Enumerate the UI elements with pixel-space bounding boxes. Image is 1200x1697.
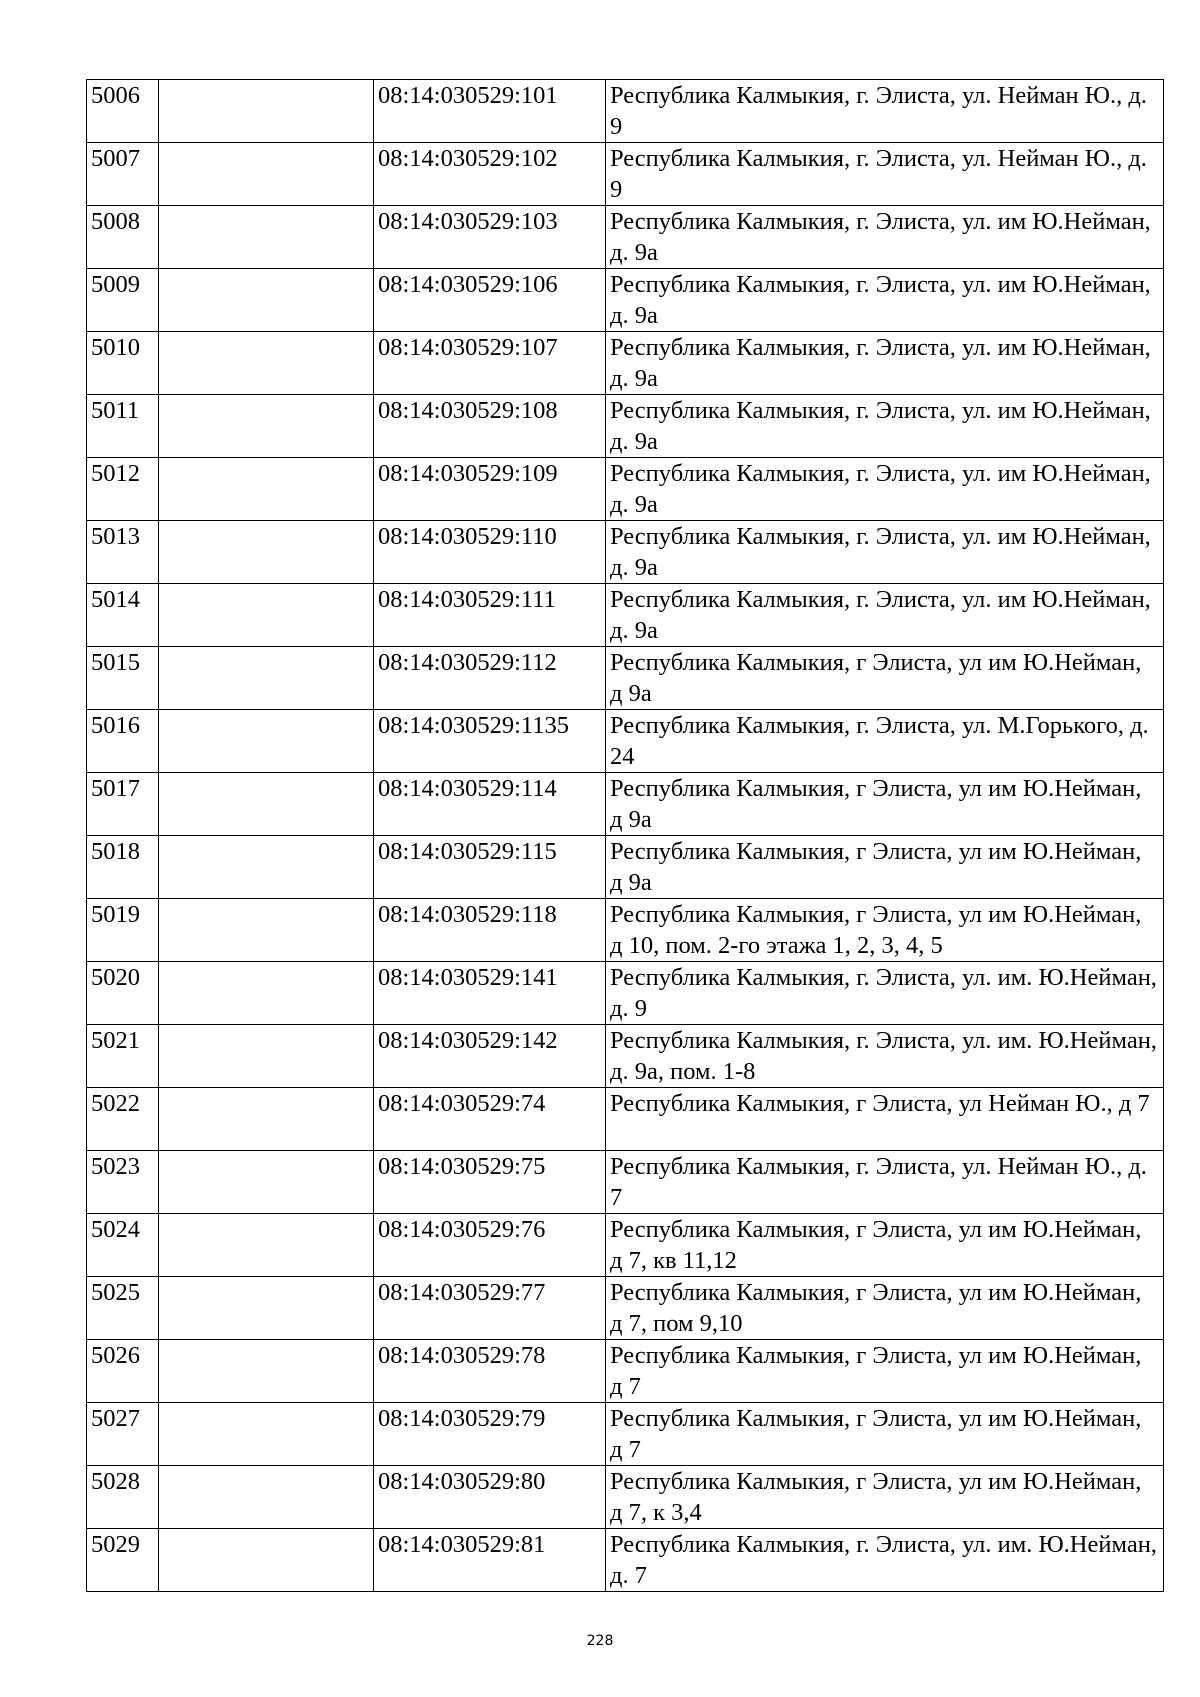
table-row <box>87 899 1164 962</box>
empty-cell <box>159 1465 374 1528</box>
table-row <box>87 1088 1164 1151</box>
address-cell: Республика Калмыкия, г. Элиста, ул. им. Ю.Нейман, д. 9 <box>606 962 1164 1025</box>
empty-cell <box>159 1025 374 1088</box>
address-cell: Республика Калмыкия, г. Элиста, ул. им. Ю.Нейман, д. 7 <box>606 1528 1164 1591</box>
table-row <box>87 269 1164 332</box>
cadastral-number-cell: 08:14:030529:107 <box>374 332 606 395</box>
cadastral-number-cell: 08:14:030529:81 <box>374 1528 606 1591</box>
table-row <box>87 332 1164 395</box>
cadastral-number-cell: 08:14:030529:103 <box>374 206 606 269</box>
row-number-cell: 5022 <box>87 1088 159 1151</box>
page-number: 228 <box>586 1633 614 1649</box>
address-cell: Республика Калмыкия, г Элиста, ул им Ю.Нейман, д 9а <box>606 836 1164 899</box>
address-cell: Республика Калмыкия, г. Элиста, ул. Нейман Ю., д. 9 <box>606 143 1164 206</box>
table-row <box>87 1339 1164 1402</box>
row-number-cell: 5027 <box>87 1402 159 1465</box>
address-cell: Республика Калмыкия, г. Элиста, ул. им. Ю.Нейман, д. 9а, пом. 1-8 <box>606 1025 1164 1088</box>
cadastral-number-cell: 08:14:030529:112 <box>374 647 606 710</box>
table-row <box>87 80 1164 143</box>
address-cell: Республика Калмыкия, г. Элиста, ул. М.Горького, д. 24 <box>606 710 1164 773</box>
cadastral-number-cell: 08:14:030529:106 <box>374 269 606 332</box>
address-cell: Республика Калмыкия, г Элиста, ул им Ю.Нейман, д 9а <box>606 773 1164 836</box>
empty-cell <box>159 962 374 1025</box>
cadastral-number-cell: 08:14:030529:74 <box>374 1088 606 1151</box>
cadastral-number-cell: 08:14:030529:142 <box>374 1025 606 1088</box>
address-cell: Республика Калмыкия, г. Элиста, ул. им Ю.Нейман, д. 9а <box>606 206 1164 269</box>
row-number-cell: 5024 <box>87 1213 159 1276</box>
address-cell: Республика Калмыкия, г. Элиста, ул. им Ю.Нейман, д. 9а <box>606 269 1164 332</box>
row-number-cell: 5010 <box>87 332 159 395</box>
row-number-cell: 5025 <box>87 1276 159 1339</box>
table-row <box>87 1025 1164 1088</box>
empty-cell <box>159 1528 374 1591</box>
cadastral-number-cell: 08:14:030529:102 <box>374 143 606 206</box>
address-cell: Республика Калмыкия, г. Элиста, ул. им Ю.Нейман, д. 9а <box>606 458 1164 521</box>
table-row <box>87 521 1164 584</box>
table-row <box>87 836 1164 899</box>
cadastral-number-cell: 08:14:030529:109 <box>374 458 606 521</box>
empty-cell <box>159 332 374 395</box>
empty-cell <box>159 458 374 521</box>
table-row <box>87 962 1164 1025</box>
empty-cell <box>159 80 374 143</box>
row-number-cell: 5019 <box>87 899 159 962</box>
row-number-cell: 5017 <box>87 773 159 836</box>
table-row <box>87 1465 1164 1528</box>
table-row <box>87 710 1164 773</box>
table-row <box>87 647 1164 710</box>
empty-cell <box>159 269 374 332</box>
row-number-cell: 5014 <box>87 584 159 647</box>
row-number-cell: 5023 <box>87 1150 159 1213</box>
table-row <box>87 773 1164 836</box>
empty-cell <box>159 395 374 458</box>
table-row <box>87 584 1164 647</box>
cadastral-number-cell: 08:14:030529:75 <box>374 1150 606 1213</box>
address-cell: Республика Калмыкия, г Элиста, ул им Ю.Нейман, д 7, к 3,4 <box>606 1465 1164 1528</box>
row-number-cell: 5018 <box>87 836 159 899</box>
cadastral-number-cell: 08:14:030529:76 <box>374 1213 606 1276</box>
empty-cell <box>159 1213 374 1276</box>
cadastral-number-cell: 08:14:030529:101 <box>374 80 606 143</box>
empty-cell <box>159 1088 374 1151</box>
empty-cell <box>159 1339 374 1402</box>
address-cell: Республика Калмыкия, г Элиста, ул Нейман Ю., д 7 <box>606 1088 1164 1151</box>
address-cell: Республика Калмыкия, г. Элиста, ул. им Ю.Нейман, д. 9а <box>606 584 1164 647</box>
address-cell: Республика Калмыкия, г Элиста, ул им Ю.Нейман, д 7, кв 11,12 <box>606 1213 1164 1276</box>
property-table-body <box>87 80 1164 1592</box>
cadastral-number-cell: 08:14:030529:108 <box>374 395 606 458</box>
cadastral-number-cell: 08:14:030529:80 <box>374 1465 606 1528</box>
row-number-cell: 5008 <box>87 206 159 269</box>
row-number-cell: 5020 <box>87 962 159 1025</box>
table-row <box>87 1276 1164 1339</box>
empty-cell <box>159 647 374 710</box>
table-row <box>87 1213 1164 1276</box>
property-table <box>86 79 1164 1592</box>
table-row <box>87 143 1164 206</box>
address-cell: Республика Калмыкия, г. Элиста, ул. Нейман Ю., д. 7 <box>606 1150 1164 1213</box>
row-number-cell: 5029 <box>87 1528 159 1591</box>
empty-cell <box>159 899 374 962</box>
address-cell: Республика Калмыкия, г. Элиста, ул. им Ю.Нейман, д. 9а <box>606 332 1164 395</box>
address-cell: Республика Калмыкия, г Элиста, ул им Ю.Нейман, д 7, пом 9,10 <box>606 1276 1164 1339</box>
cadastral-number-cell: 08:14:030529:79 <box>374 1402 606 1465</box>
address-cell: Республика Калмыкия, г. Элиста, ул. Нейман Ю., д. 9 <box>606 80 1164 143</box>
table-row <box>87 458 1164 521</box>
empty-cell <box>159 836 374 899</box>
empty-cell <box>159 521 374 584</box>
empty-cell <box>159 584 374 647</box>
empty-cell <box>159 1150 374 1213</box>
cadastral-number-cell: 08:14:030529:78 <box>374 1339 606 1402</box>
address-cell: Республика Калмыкия, г. Элиста, ул. им Ю.Нейман, д. 9а <box>606 521 1164 584</box>
empty-cell <box>159 143 374 206</box>
cadastral-number-cell: 08:14:030529:1135 <box>374 710 606 773</box>
empty-cell <box>159 1402 374 1465</box>
row-number-cell: 5016 <box>87 710 159 773</box>
row-number-cell: 5011 <box>87 395 159 458</box>
address-cell: Республика Калмыкия, г Элиста, ул им Ю.Нейман, д 7 <box>606 1339 1164 1402</box>
cadastral-number-cell: 08:14:030529:114 <box>374 773 606 836</box>
cadastral-number-cell: 08:14:030529:110 <box>374 521 606 584</box>
empty-cell <box>159 1276 374 1339</box>
row-number-cell: 5028 <box>87 1465 159 1528</box>
table-row <box>87 1150 1164 1213</box>
row-number-cell: 5026 <box>87 1339 159 1402</box>
address-cell: Республика Калмыкия, г Элиста, ул им Ю.Нейман, д 7 <box>606 1402 1164 1465</box>
row-number-cell: 5021 <box>87 1025 159 1088</box>
address-cell: Республика Калмыкия, г Элиста, ул им Ю.Нейман, д 9а <box>606 647 1164 710</box>
cadastral-number-cell: 08:14:030529:118 <box>374 899 606 962</box>
row-number-cell: 5013 <box>87 521 159 584</box>
table-row <box>87 206 1164 269</box>
table-row <box>87 1402 1164 1465</box>
empty-cell <box>159 773 374 836</box>
table-row <box>87 1528 1164 1591</box>
empty-cell <box>159 710 374 773</box>
cadastral-number-cell: 08:14:030529:111 <box>374 584 606 647</box>
cadastral-number-cell: 08:14:030529:77 <box>374 1276 606 1339</box>
row-number-cell: 5012 <box>87 458 159 521</box>
address-cell: Республика Калмыкия, г. Элиста, ул. им Ю.Нейман, д. 9а <box>606 395 1164 458</box>
cadastral-number-cell: 08:14:030529:141 <box>374 962 606 1025</box>
cadastral-number-cell: 08:14:030529:115 <box>374 836 606 899</box>
row-number-cell: 5015 <box>87 647 159 710</box>
row-number-cell: 5009 <box>87 269 159 332</box>
table-row <box>87 395 1164 458</box>
empty-cell <box>159 206 374 269</box>
address-cell: Республика Калмыкия, г Элиста, ул им Ю.Нейман, д 10, пом. 2-го этажа 1, 2, 3, 4, 5 <box>606 899 1164 962</box>
row-number-cell: 5007 <box>87 143 159 206</box>
row-number-cell: 5006 <box>87 80 159 143</box>
